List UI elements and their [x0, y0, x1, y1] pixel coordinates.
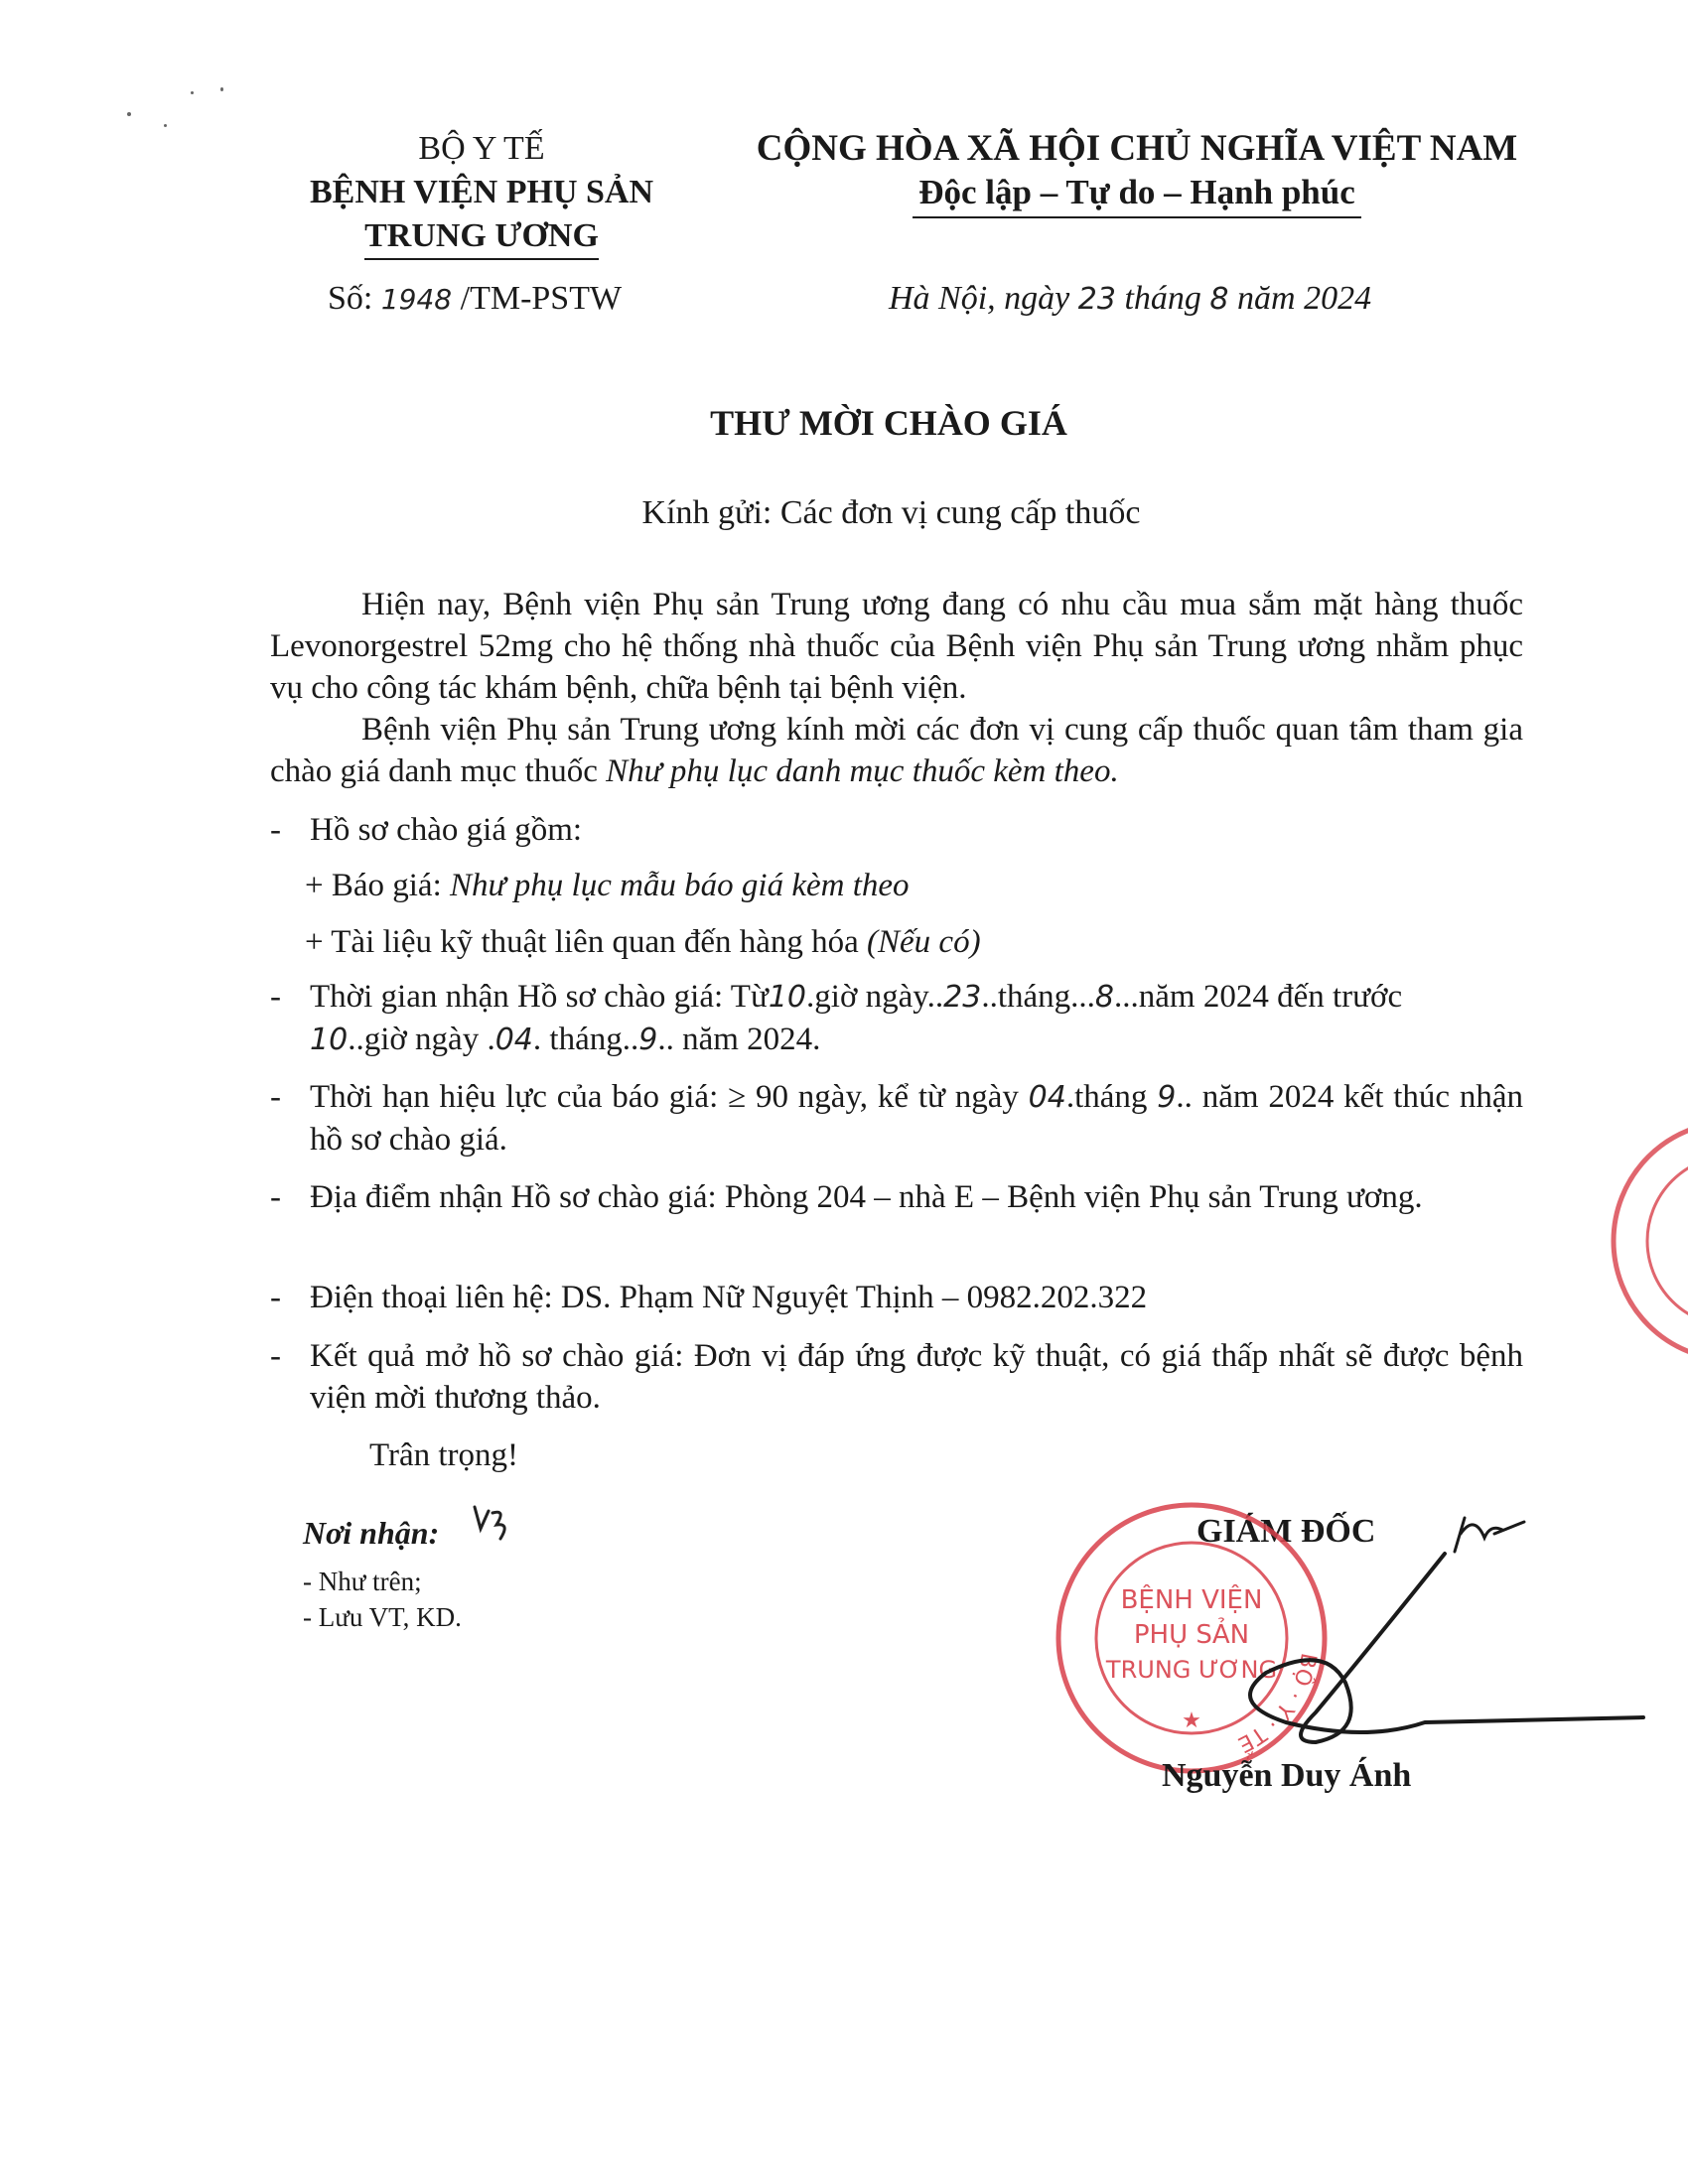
date-prefix: Hà Nội, ngày: [889, 280, 1070, 317]
issue-date: [889, 280, 1371, 318]
hospital-name-line1: BỆNH VIỆN PHỤ SẢN: [309, 174, 654, 210]
signer-position: GIÁM ĐỐC: [1196, 1513, 1376, 1550]
time-end-month-label: tháng: [549, 1022, 623, 1057]
bullet-dossier-text: Hồ sơ chào giá gồm:: [310, 812, 583, 848]
recipients-title: Nơi nhận:: [303, 1515, 440, 1551]
time-start-day-handwritten: 23: [943, 980, 982, 1015]
bullet-location: - Địa điểm nhận Hồ sơ chào giá: Phòng 204 – nhà E – Bệnh viện Phụ sản Trung ương.: [270, 1176, 1523, 1218]
document-number: [328, 280, 622, 318]
stamp-star-icon: ★: [1182, 1708, 1201, 1733]
bullet-receive-time-text: Thời gian nhận Hồ sơ chào giá: Từ10.giờ ngày..23..tháng...8...năm 2024 đến trước 10..giờ ngày .04. tháng..9.. năm 2024.: [310, 979, 1403, 1057]
scan-speck: [127, 112, 131, 116]
sub-item-quote: [305, 865, 910, 906]
time-start-month-handwritten: 8: [1094, 980, 1115, 1015]
recipient-line: Kính gửi: Các đơn vị cung cấp thuốc: [641, 494, 1141, 531]
bullet-result: - Kết quả mở hồ sơ chào giá: Đơn vị đáp ứng được kỹ thuật, có giá thấp nhất sẽ được bệnh viện mời thương thảo.: [270, 1335, 1523, 1419]
national-motto: Độc lập – Tự do – Hạnh phúc: [913, 171, 1361, 218]
hospital-name-line2: TRUNG ƯƠNG: [364, 214, 599, 260]
bullet-location-text: Địa điểm nhận Hồ sơ chào giá: Phòng 204 – nhà E – Bệnh viện Phụ sản Trung ương.: [310, 1179, 1423, 1215]
issuer-header: [258, 127, 705, 260]
stamp-line1: BỆNH VIỆN: [1120, 1585, 1263, 1615]
closing-greeting: Trân trọng!: [369, 1437, 519, 1473]
document-title: THƯ MỜI CHÀO GIÁ: [710, 403, 1067, 443]
validity-month-handwritten: 9: [1157, 1080, 1177, 1115]
time-hour-label: giờ ngày: [814, 979, 927, 1015]
validity-label: Thời hạn hiệu lực của báo giá: ≥ 90 ngày, kể từ ngày: [310, 1079, 1019, 1115]
time-end-hour-handwritten: 10: [310, 1023, 349, 1057]
paragraph-invitation-text: Bệnh viện Phụ sản Trung ương kính mời các đơn vị cung cấp thuốc quan tâm tham gia chào giá danh mục thuốc: [270, 712, 1523, 789]
validity-end-label: năm 2024 kết thúc nhận hồ sơ chào giá.: [310, 1079, 1524, 1158]
date-month-label: tháng: [1124, 280, 1201, 317]
stamp-line2: PHỤ SẢN: [1133, 1620, 1250, 1650]
date-year: năm 2024: [1237, 280, 1372, 317]
time-label: Thời gian nhận Hồ sơ chào giá: Từ: [310, 979, 769, 1015]
time-end-month-handwritten: 9: [638, 1023, 658, 1057]
date-day-handwritten: 23: [1077, 282, 1116, 317]
validity-month-label: tháng: [1074, 1079, 1148, 1115]
sub-item-technical-italic: (Nếu có): [867, 924, 981, 960]
ministry-name: BỘ Y TẾ: [418, 130, 545, 167]
stamp-line3: TRUNG ƯƠNG: [1105, 1656, 1278, 1684]
docno-handwritten: 1948: [380, 283, 453, 316]
bullet-result-text: Kết quả mở hồ sơ chào giá: Đơn vị đáp ứng được kỹ thuật, có giá thấp nhất sẽ được bệnh viện mời thương thảo.: [310, 1338, 1523, 1416]
recipient-item: - Lưu VT, KD.: [303, 1602, 462, 1632]
national-header: [725, 127, 1549, 218]
time-year-label: năm 2024 đến trước: [1138, 979, 1403, 1015]
paragraph-invitation: [270, 709, 1523, 792]
paragraph-intro: Hiện nay, Bệnh viện Phụ sản Trung ương đang có nhu cầu mua sắm mặt hàng thuốc Levonorgestrel 52mg cho hệ thống nhà thuốc của Bệnh viện Phụ sản Trung ương nhằm phục vụ cho công tác khám bệnh, chữa bệnh tại bệnh viện.: [270, 587, 1523, 706]
time-end-hour-label: giờ ngày: [363, 1022, 480, 1057]
time-end-year-label: năm 2024.: [682, 1022, 821, 1057]
sub-item-quote-italic: Như phụ lục mẫu báo giá kèm theo: [450, 868, 910, 903]
bullet-phone-text: Điện thoại liên hệ: DS. Phạm Nữ Nguyệt Thịnh – 0982.202.322: [310, 1280, 1148, 1315]
signer-name: Nguyễn Duy Ánh: [1162, 1757, 1412, 1794]
recipient-item: - Như trên;: [303, 1567, 422, 1596]
bullet-receive-time: - Thời gian nhận Hồ sơ chào giá: Từ10.giờ ngày..23..tháng...8...năm 2024 đến trước 10..giờ ngày .04. tháng..9.. năm 2024.: [270, 976, 1523, 1061]
docno-suffix: /TM-PSTW: [460, 280, 623, 317]
validity-day-handwritten: 04: [1028, 1080, 1066, 1115]
paragraph-invitation-appendix: Như phụ lục danh mục thuốc kèm theo.: [606, 753, 1119, 789]
sub-item-technical-label: + Tài liệu kỹ thuật liên quan đến hàng hóa: [305, 924, 868, 960]
scan-speck: [191, 91, 194, 94]
bullet-validity-text: Thời hạn hiệu lực của báo giá: ≥ 90 ngày, kể từ ngày 04.tháng 9.. năm 2024 kết thúc nhận hồ sơ chào giá.: [310, 1079, 1524, 1158]
sub-item-technical: [305, 921, 981, 963]
date-month-handwritten: 8: [1209, 282, 1229, 317]
bullet-dossier: - Hồ sơ chào giá gồm:: [270, 809, 1523, 851]
body-paragraphs: [270, 584, 1523, 792]
partial-stamp-edge: [1584, 1112, 1688, 1370]
docno-prefix: Số:: [328, 280, 373, 317]
bullet-validity: - Thời hạn hiệu lực của báo giá: ≥ 90 ngày, kể từ ngày 04.tháng 9.. năm 2024 kết thúc nhận hồ sơ chào giá.: [270, 1076, 1523, 1160]
sub-item-quote-label: + Báo giá:: [305, 868, 451, 903]
scan-speck: [164, 124, 167, 127]
time-start-hour-handwritten: 10: [768, 980, 807, 1015]
time-month-label: tháng: [997, 979, 1071, 1015]
stamp-ring-text: BỘ · Y · TẾ: [1233, 1650, 1322, 1757]
scan-speck: [220, 87, 223, 91]
initials-mark: [467, 1499, 536, 1549]
bullet-phone: - Điện thoại liên hệ: DS. Phạm Nữ Nguyệt Thịnh – 0982.202.322: [270, 1277, 1523, 1318]
country-name: CỘNG HÒA XÃ HỘI CHỦ NGHĨA VIỆT NAM: [756, 128, 1518, 169]
director-signature: [1167, 1494, 1663, 1792]
time-end-day-handwritten: 04: [494, 1023, 533, 1057]
